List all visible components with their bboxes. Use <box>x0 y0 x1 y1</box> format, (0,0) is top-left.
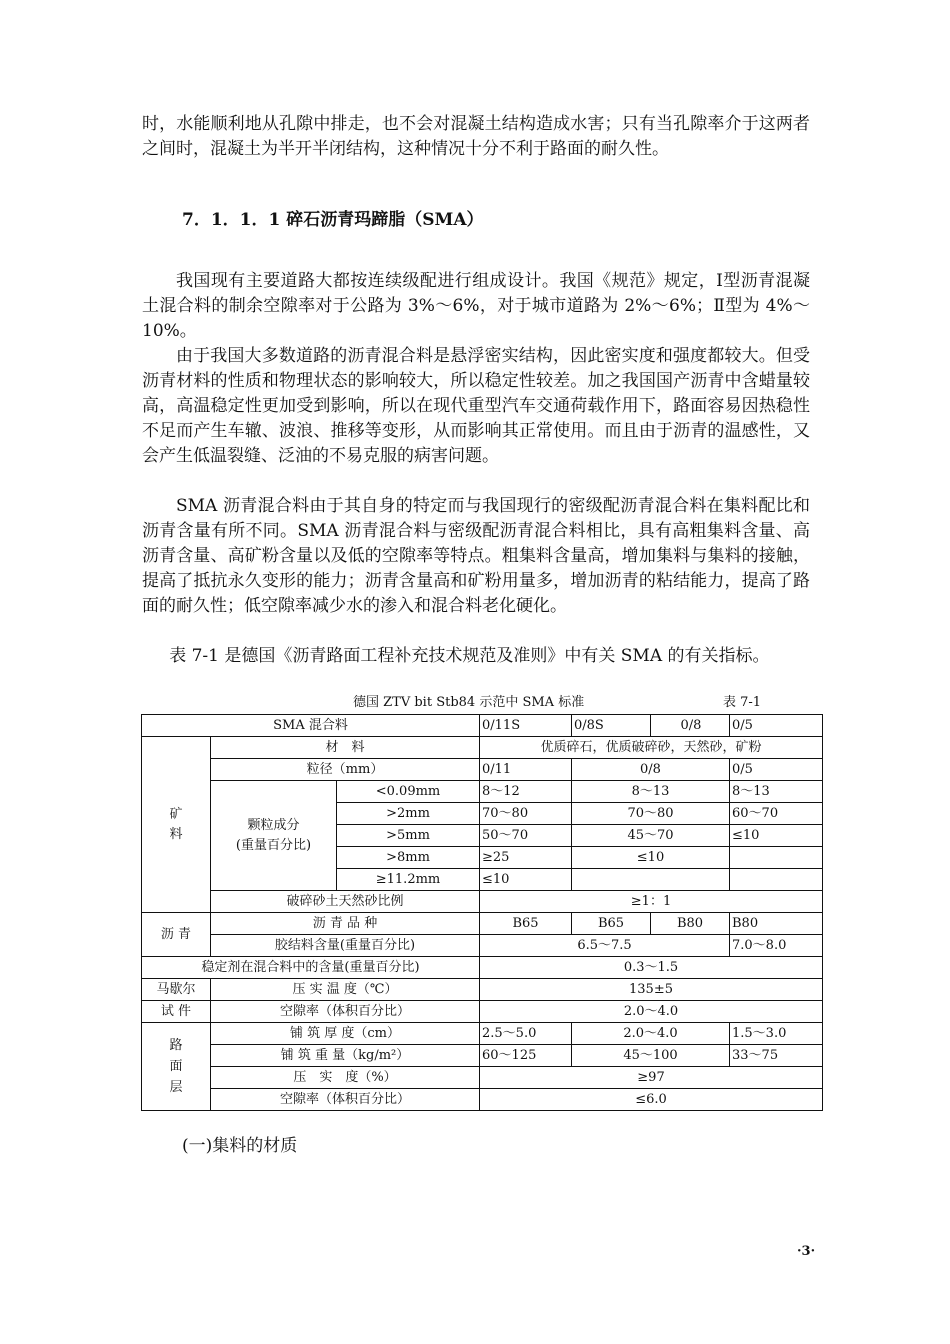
table-cell: 压 实 度（%） <box>211 1067 480 1089</box>
table-row <box>142 1089 823 1111</box>
table-row <box>142 935 823 957</box>
table-cell: 8～12 <box>480 781 572 803</box>
table-cell: ≥11.2mm <box>337 869 480 891</box>
table-cell: 45～70 <box>572 825 730 847</box>
table-cell: B80 <box>730 913 823 935</box>
subsection-heading: (一)集料的材质 <box>182 1136 298 1156</box>
table-cell: 优质碎石，优质破碎砂，天然砂，矿粉 <box>480 737 823 759</box>
table-cell: 8～13 <box>730 781 823 803</box>
table-cell: 粒径（mm） <box>211 759 480 781</box>
table-cell: 2.5～5.0 <box>480 1023 572 1045</box>
table-cell: 压 实 温 度（℃） <box>211 979 480 1001</box>
table-cell: ≤10 <box>480 869 572 891</box>
table-row <box>142 891 823 913</box>
table-cell: 沥 青 品 种 <box>211 913 480 935</box>
table-cell: 50～70 <box>480 825 572 847</box>
table-cell: 45～100 <box>572 1045 730 1067</box>
table-cell: 0/8 <box>651 715 730 737</box>
table-row <box>142 759 823 781</box>
table-group-grading: 颗粒成分 (重量百分比) <box>211 781 337 891</box>
table-cell: <0.09mm <box>337 781 480 803</box>
paragraph-3: SMA 沥青混合料由于其自身的特定而与我国现行的密级配沥青混合料在集料配比和沥青含量有所不同。SMA 沥青混合料与密级配沥青混合料相比，具有高粗集料含量、高沥青含量、高矿粉含量以及低的空隙率等特点。粗集料含量高，增加集料与集料的接触，提高了抵抗永久变形的能力；沥青含量高和矿粉用量多，增加沥青的粘结能力，提高了路面的耐久性；低空隙率减少水的渗入和混合料老化硬化。 <box>142 496 810 616</box>
table-cell: 0/5 <box>730 759 823 781</box>
table-cell: 铺 筑 重 量（kg/m²） <box>211 1045 480 1067</box>
paragraph-4: 表 7-1 是德国《沥青路面工程补充技术规范及准则》中有关 SMA 的有关指标。 <box>169 646 770 666</box>
table-cell: ≤6.0 <box>480 1089 823 1111</box>
page-number: ·3· <box>797 1244 816 1259</box>
table-number: 表 7-1 <box>723 695 762 710</box>
table-cell: ≤10 <box>730 825 823 847</box>
table-row <box>142 715 823 737</box>
table-cell: B65 <box>480 913 572 935</box>
table-cell: 7.0～8.0 <box>730 935 823 957</box>
table-cell: 0/11S <box>480 715 572 737</box>
table-row <box>142 781 823 803</box>
section-heading: 7．1．1．1 碎石沥青玛蹄脂（SMA） <box>182 210 484 230</box>
sma-standard-table <box>141 714 823 1111</box>
table-cell: 70～80 <box>572 803 730 825</box>
table-cell: 空隙率（体积百分比） <box>211 1001 480 1023</box>
table-cell: 6.5～7.5 <box>480 935 730 957</box>
table-cell: ≥97 <box>480 1067 823 1089</box>
table-cell: >5mm <box>337 825 480 847</box>
table-cell: ≤10 <box>572 847 730 869</box>
table-cell: 胶结料含量(重量百分比) <box>211 935 480 957</box>
table-cell: 135±5 <box>480 979 823 1001</box>
table-cell: 0/8 <box>572 759 730 781</box>
table-cell <box>572 869 730 891</box>
table-cell <box>730 847 823 869</box>
table-cell: ≥25 <box>480 847 572 869</box>
table-cell: >2mm <box>337 803 480 825</box>
table-cell: 空隙率（体积百分比） <box>211 1089 480 1111</box>
table-row <box>142 979 823 1001</box>
table-cell: 材 料 <box>211 737 480 759</box>
table-row <box>142 1023 823 1045</box>
table-cell: 破碎砂土天然砂比例 <box>211 891 480 913</box>
table-cell: B65 <box>572 913 651 935</box>
table-cell: SMA 混合料 <box>142 715 480 737</box>
table-cell <box>730 869 823 891</box>
table-cell: 0/8S <box>572 715 651 737</box>
table-group-specimen: 试 件 <box>142 1001 211 1023</box>
table-cell: 0.3～1.5 <box>480 957 823 979</box>
table-cell: 70～80 <box>480 803 572 825</box>
table-cell: ≥1：1 <box>480 891 823 913</box>
paragraph-2: 由于我国大多数道路的沥青混合料是悬浮密实结构，因此密实度和强度都较大。但受沥青材料的性质和物理状态的影响较大，所以稳定性较差。加之我国国产沥青中含蜡量较高，高温稳定性更加受到影响，所以在现代重型汽车交通荷载作用下，路面容易因热稳性不足而产生车辙、波浪、推移等变形，从而影响其正常使用。而且由于沥青的温感性，又会产生低温裂缝、泛油的不易克服的病害问题。 <box>142 346 810 466</box>
paragraph-1: 我国现有主要道路大都按连续级配进行组成设计。我国《规范》规定，Ⅰ型沥青混凝土混合料的制余空隙率对于公路为 3%～6%，对于城市道路为 2%～6%；Ⅱ型为 4%～10%。 <box>142 271 810 341</box>
table-row <box>142 1001 823 1023</box>
table-cell: 8～13 <box>572 781 730 803</box>
table-cell: 33～75 <box>730 1045 823 1067</box>
table-row <box>142 737 823 759</box>
table-cell: 60～125 <box>480 1045 572 1067</box>
table-cell: 0/5 <box>730 715 823 737</box>
table-group-mineral: 矿 料 <box>142 737 211 913</box>
table-cell: 2.0～4.0 <box>572 1023 730 1045</box>
table-row <box>142 913 823 935</box>
table-row <box>142 1067 823 1089</box>
table-cell: >8mm <box>337 847 480 869</box>
paragraph-continued: 时，水能顺利地从孔隙中排走，也不会对混凝土结构造成水害；只有当孔隙率介于这两者之间时，混凝土为半开半闭结构，这种情况十分不利于路面的耐久性。 <box>142 114 810 159</box>
table-cell: 60～70 <box>730 803 823 825</box>
table-caption: 德国 ZTV bit Stb84 示范中 SMA 标准 <box>353 695 585 710</box>
table-cell: 稳定剂在混合料中的含量(重量百分比) <box>142 957 480 979</box>
table-group-marshall: 马歇尔 <box>142 979 211 1001</box>
table-group-pavement: 路 面 层 <box>142 1023 211 1111</box>
table-row <box>142 1045 823 1067</box>
table-cell: B80 <box>651 913 730 935</box>
table-row <box>142 957 823 979</box>
table-cell: 2.0～4.0 <box>480 1001 823 1023</box>
table-group-asphalt: 沥 青 <box>142 913 211 957</box>
table-cell: 1.5～3.0 <box>730 1023 823 1045</box>
table-cell: 0/11 <box>480 759 572 781</box>
table-cell: 铺 筑 厚 度（cm） <box>211 1023 480 1045</box>
